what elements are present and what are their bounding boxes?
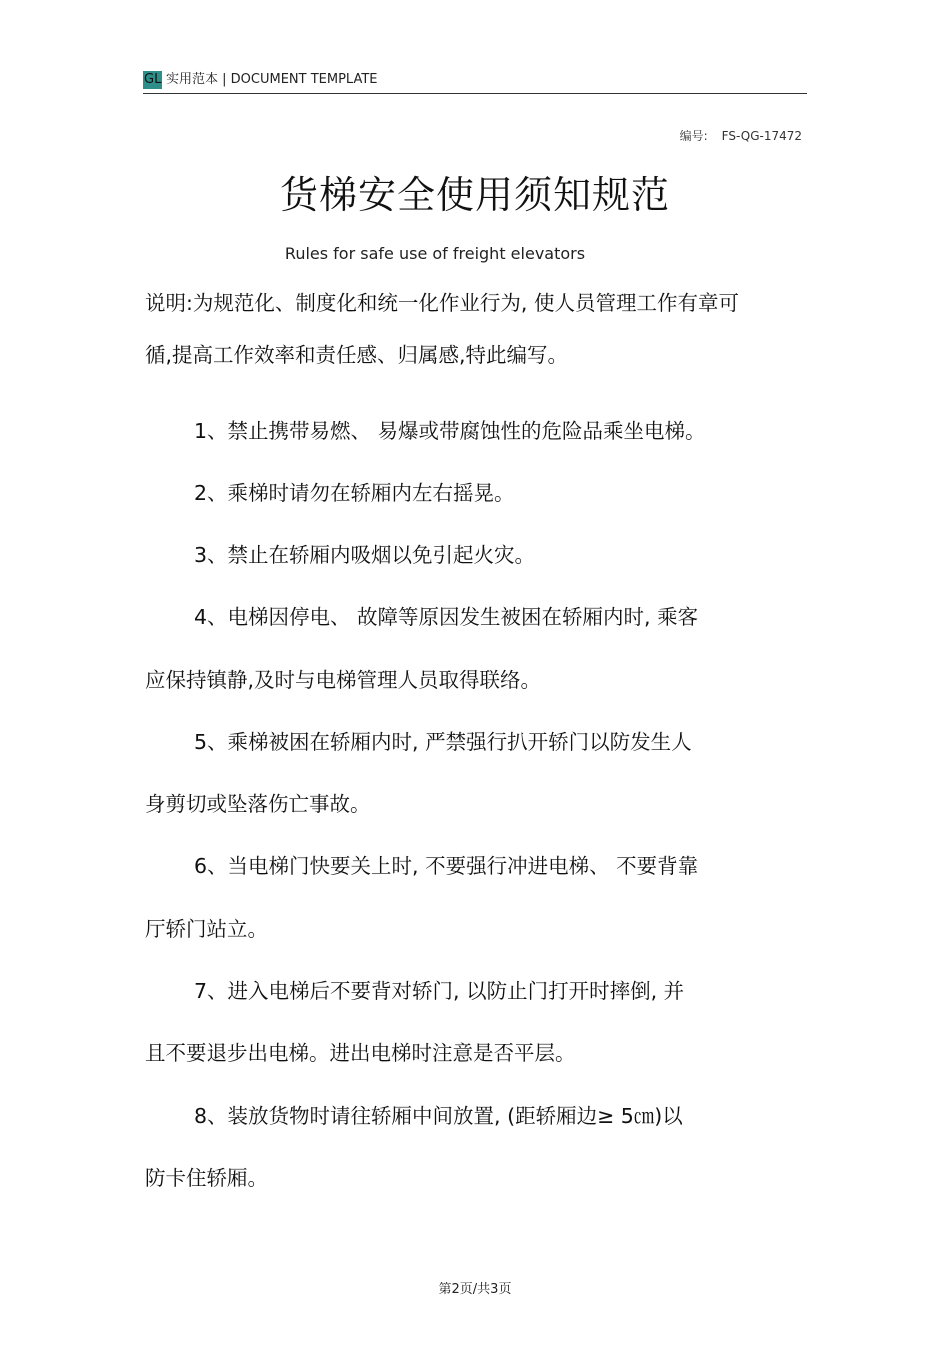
rule-7-line: 且不要退步出电梯。进出电梯时注意是否平层。 [145,1041,576,1065]
document-number-value: FS-QG-17472 [721,129,802,143]
rule-6-line: 6、当电梯门快要关上时, 不要强行冲进电梯、 不要背靠 [194,854,699,878]
page-header [143,70,807,92]
document-title: 货梯安全使用须知规范 [279,173,670,217]
document-number-label: 编号: [679,129,708,143]
intro-line: 说明:为规范化、制度化和统一化作业行为, 使人员管理工作有章可 [145,291,739,315]
rule-2-line: 2、乘梯时请勿在轿厢内左右摇晃。 [194,481,515,505]
rule-6-line: 厅轿门站立。 [145,917,268,941]
page-footer: 第2页/共3页 [438,1282,512,1297]
rule-8-line: 防卡住轿厢。 [145,1166,268,1190]
header-divider [143,93,807,94]
rule-8-line: 8、装放货物时请往轿厢中间放置, (距轿厢边≥ 5㎝)以 [194,1104,683,1128]
document-subtitle: Rules for safe use of freight elevators [284,244,586,263]
rule-7-line: 7、进入电梯后不要背对轿门, 以防止门打开时摔倒, 并 [194,979,685,1003]
rule-3-line: 3、禁止在轿厢内吸烟以免引起火灾。 [194,543,536,567]
rule-4-line: 4、电梯因停电、 故障等原因发生被困在轿厢内时, 乘客 [194,605,699,629]
intro-line: 循,提高工作效率和责任感、归属感,特此编写。 [145,343,569,367]
rule-5-line: 5、乘梯被困在轿厢内时, 严禁强行扒开轿门以防发生人 [194,730,692,754]
header-text: 实用范本 | DOCUMENT TEMPLATE [166,72,378,87]
document-number [680,127,802,144]
rule-4-line: 应保持镇静,及时与电梯管理人员取得联络。 [145,668,542,692]
rule-1-line: 1、禁止携带易燃、 易爆或带腐蚀性的危险品乘坐电梯。 [194,419,706,443]
header-logo: GL [144,72,162,87]
rule-5-line: 身剪切或坠落伤亡事故。 [145,792,371,816]
